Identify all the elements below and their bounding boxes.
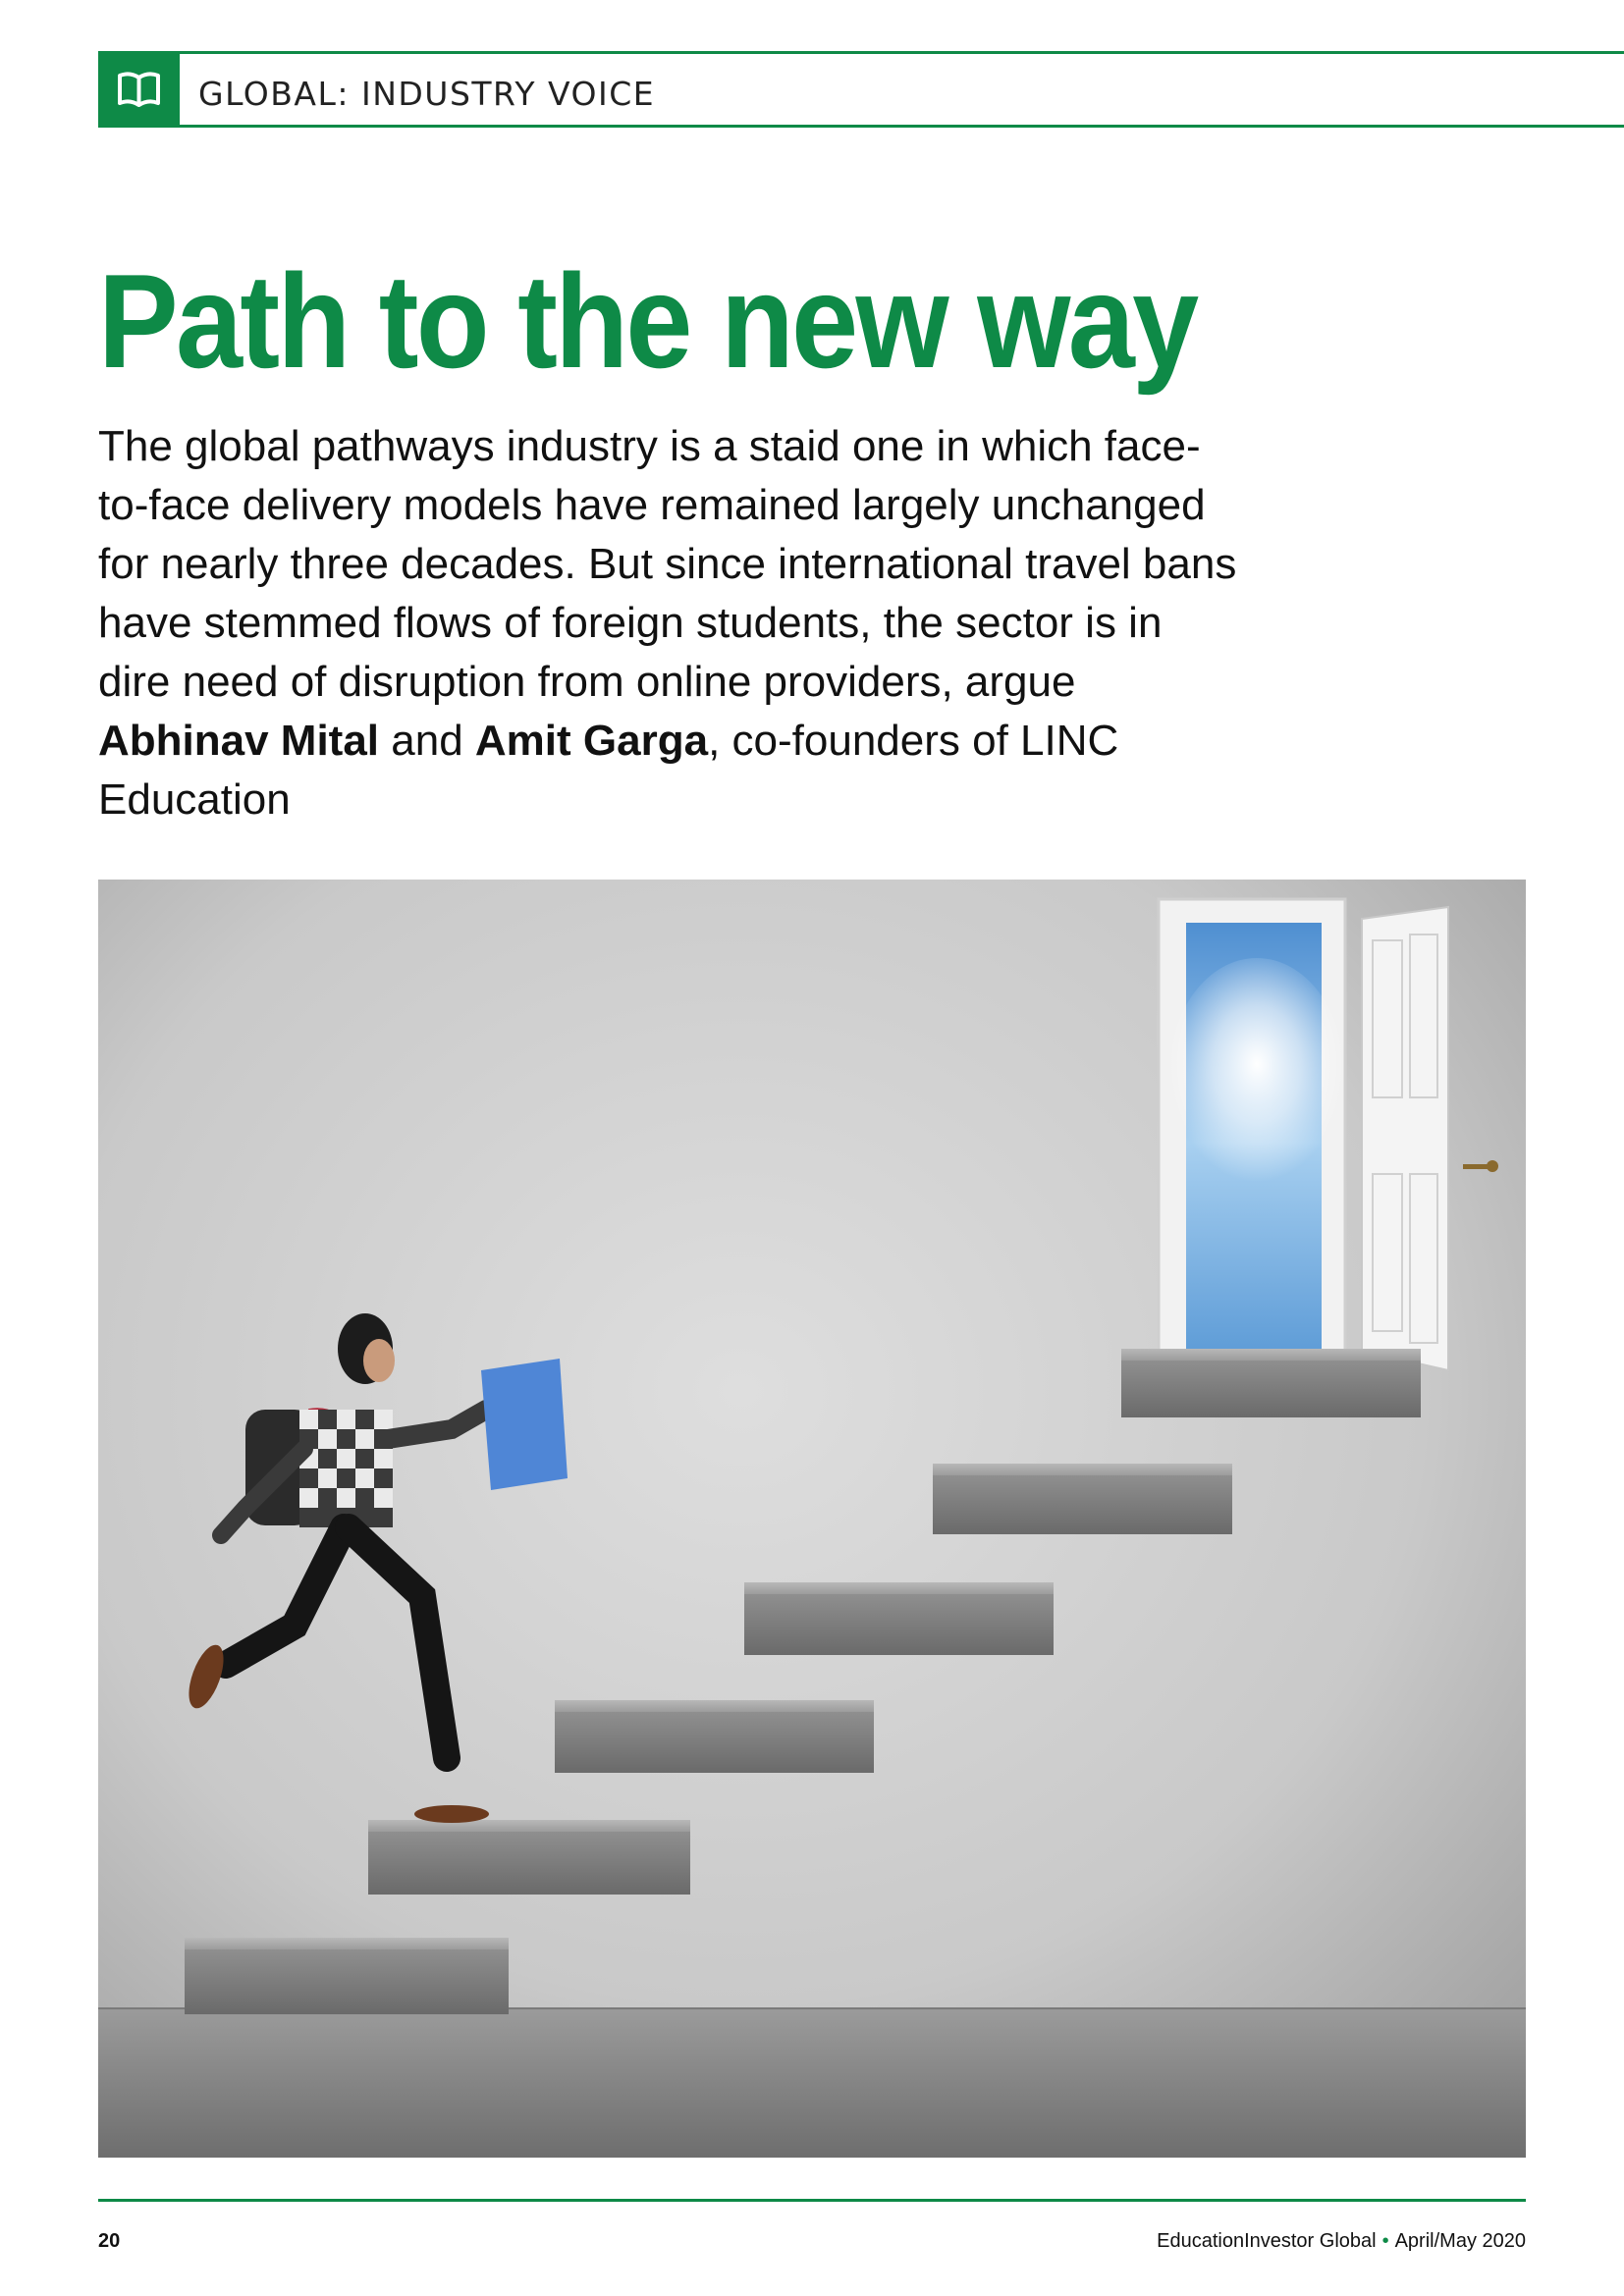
footer-separator: •	[1381, 2230, 1389, 2252]
publication-name: EducationInvestor Global	[1157, 2230, 1377, 2252]
author-name-1: Abhinav Mital	[98, 717, 380, 765]
section-header-bottom-rule	[98, 125, 1624, 128]
standfirst-tail: , co-founders of LINC Education	[98, 717, 1119, 824]
section-label: GLOBAL: INDUSTRY VOICE	[198, 75, 656, 113]
standfirst-lead: The global pathways industry is a staid one in which face-to-face delivery models have remained largely unchanged for nearly three decades. But since international travel bans have stemmed flows of foreign students, the sector is in dire need of disruption from online providers, argue	[98, 422, 1237, 706]
footer-rule	[98, 2199, 1526, 2202]
standfirst	[98, 417, 1237, 829]
page-number: 20	[98, 2230, 121, 2252]
headline: Path to the new way	[98, 246, 1197, 396]
author-name-2: Amit Garga	[474, 717, 709, 765]
section-header	[98, 51, 1624, 128]
book-icon	[98, 51, 180, 128]
standfirst-join: and	[379, 717, 475, 765]
issue-date: April/May 2020	[1394, 2230, 1526, 2252]
hero-image	[98, 880, 1526, 2158]
section-header-top-rule	[98, 51, 1624, 54]
footer-publication-info	[1157, 2230, 1526, 2253]
